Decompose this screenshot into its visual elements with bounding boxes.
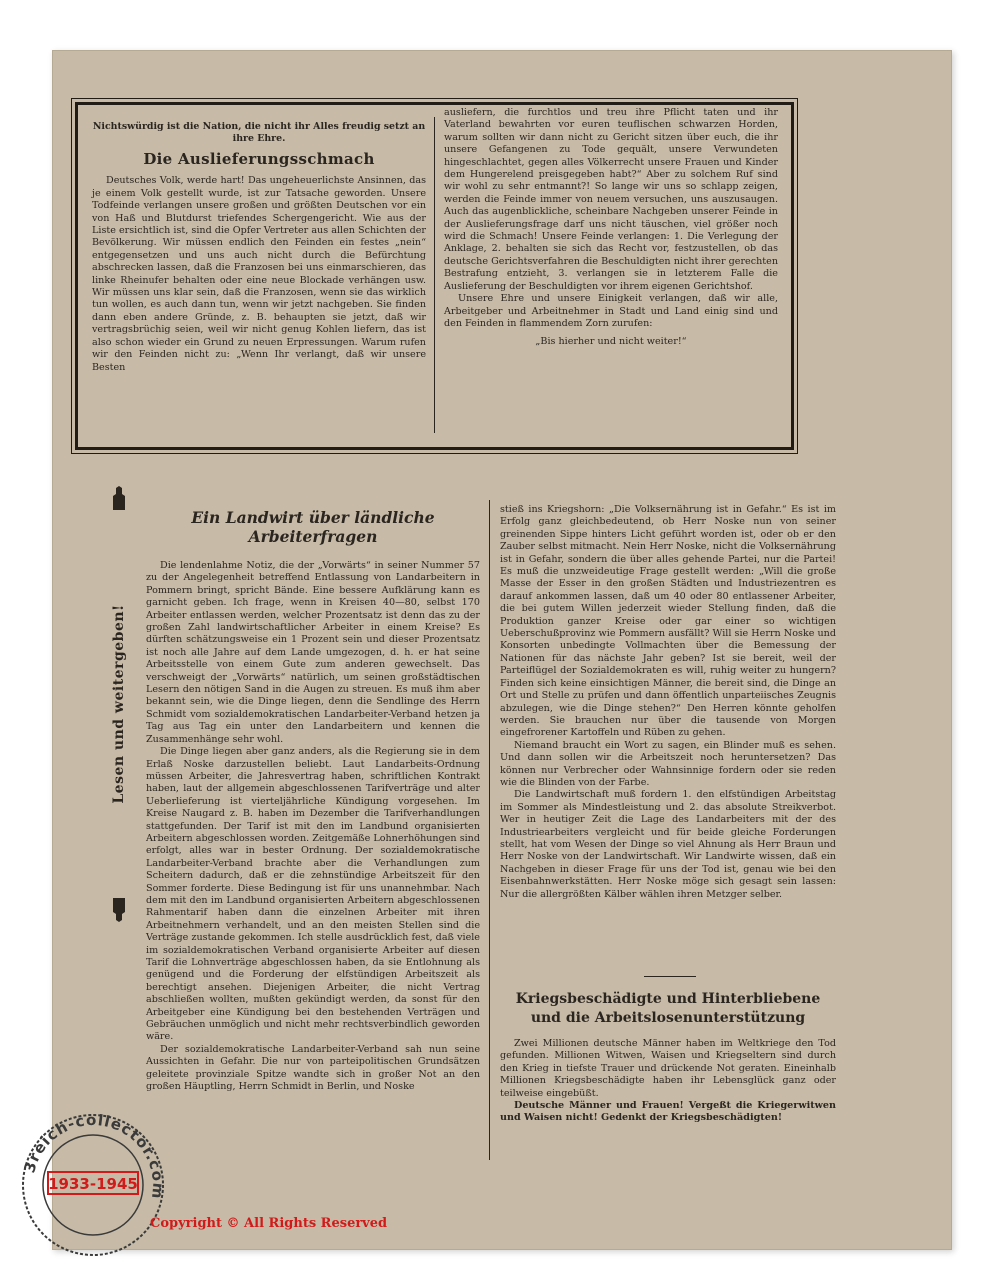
boxed-left-column bbox=[92, 119, 426, 374]
article1-paragraph: Die Dinge liegen aber ganz anders, als die Regierung sie in dem Erlaß Noske darzustellen beliebt. Laut Landarbeits-Ordnung müssen Arbeiter, die Jahresvertrag haben, schriftlichen Kontrakt haben, laut der allgemein abgeschlossenen Tarifverträge und alter Ueberlieferung ist vierteljährliche Kündigung vorgesehen. Im Kreise Naugard z. B. haben im Dezember die Tarifverhandlungen stattgefunden. Der Tarif ist mit den im Landbund organisierten Arbeitern abgeschlossen worden. Zeitgemäße Lohnerhöhungen sind erfolgt, alles war in bester Ordnung. Der sozialdemokratische Landarbeiter-Verband brachte aber die Verhandlungen zum Scheitern dadurch, daß er die zehnstündige Arbeitszeit für den Sommer forderte. Diese Bedingung ist für uns unannehmbar. Nach dem mit den im Landbund organisierten Arbeitern abgeschlossenen Rahmentarif haben dann die einzelnen Arbeiter mit ihren Arbeitnehmern verhandelt, und an den meisten Stellen sind die Verträge zustande gekommen. Ich stelle ausdrücklich fest, daß viele im sozialdemokratischen Verband organisierte Arbeiter auf diesen Tarif die Lohnverträge abgeschlossen haben, da sie Entlohnung als genügend und die Forderung der elfstündigen Arbeitszeit als berechtigt ansehen. Diejenigen Arbeiter, die nicht Vertrag abschließen wollten, mußten gekündigt werden, da sonst für den Arbeitgeber eine Kündigung bei den bestehenden Verträgen und Gebräuchen unmöglich und nicht mehr rechtsverbindlich geworden wäre. bbox=[146, 746, 480, 1043]
copyright-notice: Copyright © All Rights Reserved bbox=[150, 1216, 388, 1231]
section-divider bbox=[644, 976, 696, 977]
article1-paragraph: stieß ins Kriegshorn: „Die Volksernährung ist in Gefahr.“ Es ist im Erfolg ganz gleichbedeutend, ob Herr Noske nun von seiner greinenden Sippe hinters Licht geführt worden ist, oder ob er den Zauber selbst mitmacht. Nein Herr Noske, nicht die Volksernährung ist in Gefahr, sondern die über alles gehende Partei, nur die Partei! Es muß die unzweideutige Frage gestellt werden: „Will die große Masse der Esser in den großen Städten und Industriezentren es darauf ankommen lassen, daß um 40 oder 80 entlassener Arbeiter, die bei gutem Willen jederzeit wieder Stellung finden, daß die Produktion ganzer Kreise oder gar einer so wichtigen Ueberschußprovinz wie Pommern ausfällt? Will sie Herrn Noske und Konsorten unbedingte Vollmachten über die Bemessung der Nationen für das nächste Jahr geben? Ist sie bereit, weil der Parteiflügel der Sozialdemokraten es will, ruhig weiter zu hungern? Finden sich keine einsichtigen Männer, die bereit sind, die Dinge an Ort und Stelle zu prüfen und dann öffentlich unparteiisches Zeugnis abzulegen, wie die Dinge stehen?“ Den Herren könnte geholfen werden. Sie brauchen nur über die tausende von Morgen eingefrorener Kartoffeln und Rüben zu gehen. bbox=[500, 504, 836, 739]
stamp-text: 3reich-collector.com bbox=[20, 1110, 168, 1201]
article1-paragraph: Die lendenlahme Notiz, die der „Vorwärts“ in seiner Nummer 57 zu der Angelegenheit betreffend Entlassung von Landarbeitern in Pommern bringt, spricht Bände. Eine bessere Aufklärung kann es garnicht geben. Ich frage, wenn in Kreisen 40—80, selbst 170 Arbeiter entlassen werden, welcher Prozentsatz ist denn das zu der großen Zahl landwirtschaftlicher Arbeiter in einem Kreise? Es dürften schätzungsweise ein 1 Prozent sein und dieser Prozentsatz ist noch alle Jahre auf dem Lande umgezogen, d. h. er hat seine Arbeitsstelle von einem Gute zum anderen gewechselt. Das verschweigt der „Vorwärts“ natürlich, um seinen großstädtischen Lesern den nötigen Sand in die Augen zu streuen. Es muß ihm aber bekannt sein, wie die Dinge liegen, denn die Sendlinge des Herrn Schmidt vom sozialdemokratischen Landarbeiter-Verband hetzen ja Tag aus Tag ein unter den Landarbeitern und kennen die Zusammenhänge sehr wohl. bbox=[146, 560, 480, 745]
collector-stamp bbox=[18, 1110, 168, 1260]
article2-paragraph: Zwei Millionen deutsche Männer haben im Weltkriege den Tod gefunden. Millionen Witwen, Waisen und Kriegseltern sind durch den Krieg in tiefste Trauer und drückende Not geraten. Eineinhalb Millionen Kriegsbeschädigte haben ihr Lebensglück ganz oder teilweise eingebüßt. bbox=[500, 1038, 836, 1099]
boxed-title: Die Auslieferungsschmach bbox=[143, 150, 375, 168]
sidebar-slogan bbox=[104, 486, 134, 922]
article2-closing: Deutsche Männer und Frauen! Vergeßt die Kriegerwitwen und Waisen nicht! Gedenkt der Kriegsbeschädigten! bbox=[500, 1100, 836, 1124]
column-divider bbox=[489, 500, 490, 1160]
article1-paragraph: Der sozialdemokratische Landarbeiter-Verband sah nun seine Aussichten in Gefahr. Die nur von parteipolitischen Grundsätzen geleitete provinziale Spitze wandte sich in großer Not an den großen Häuptling, Herrn Schmidt in Berlin, und Noske bbox=[146, 1043, 480, 1093]
boxed-right-column bbox=[444, 107, 778, 349]
article1-left-column bbox=[146, 508, 480, 1093]
article2-title: Kriegsbeschädigte und Hinterbliebene und die Arbeitslosenunterstützung bbox=[515, 991, 821, 1026]
pointing-hand-icon bbox=[110, 486, 128, 510]
stamp-years: 1933-1945 bbox=[48, 1175, 138, 1193]
article2 bbox=[500, 990, 836, 1125]
article1-paragraph: Die Landwirtschaft muß fordern 1. den elfstündigen Arbeitstag im Sommer als Mindestleistung und 2. das absolute Streikverbot. Wer in heutiger Zeit die Lage des Landarbeiters mit der des Industriearbeiters vergleicht und für beide gleiche Forderungen stellt, hat vom Wesen der Dinge so viel Ahnung als Herr Braun und Herr Noske von der Landwirtschaft. Wir Landwirte wissen, daß ein Nachgeben in dieser Frage für uns der Tod ist, genau wie bei den Eisenbahnwerkstätten. Herr Noske möge sich gesagt sein lassen: Nur die allergrößten Kälber wählen ihren Metzger selber. bbox=[500, 789, 836, 900]
sidebar-label: Lesen und weitergeben! bbox=[111, 604, 127, 804]
pointing-hand-icon bbox=[110, 898, 128, 922]
motto: Nichtswürdig ist die Nation, die nicht ihr Alles freudig setzt an ihre Ehre. bbox=[92, 121, 426, 144]
boxed-paragraph: ausliefern, die furchtlos und treu ihre Pflicht taten und ihr Vaterland bewahrten vor euren teuflischen schwarzen Horden, warum sollten wir dann nicht zu Gericht sitzen über euch, die ihr unsere Gefangenen zu Tode gequält, unsere Verwundeten hingeschlachtet, gegen alles Völkerrecht unsere Frauen und Kinder dem Hungerelend preisgegeben habt?“ Aber zu solchem Ruf sind wir wohl zu sehr entmannt?! So lange wir uns so schlapp zeigen, werden die Feinde immer von neuem versuchen, uns auszusaugen. Auch das augenblickliche, scheinbare Nachgeben unserer Feinde in der Auslieferungsfrage darf uns nicht täuschen, viel größer noch wird die Schmach! Unsere Feinde verlangen: 1. Die Verlegung der Anklage, 2. behalten sie sich das Recht vor, festzustellen, ob das deutsche Gerichtsverfahren die Beschuldigten nicht ihrer gerechten Bestrafung entzieht, 3. verlangen sie in letzterem Falle die Auslieferung der Beschuldigten vor ihrem eigenen Gerichtshof. bbox=[444, 107, 778, 292]
boxed-closing: „Bis hierher und nicht weiter!“ bbox=[535, 336, 687, 348]
boxed-paragraph: Deutsches Volk, werde hart! Das ungeheuerlichste Ansinnen, das je einem Volk gestellt wurde, ist zur Tatsache geworden. Unsere Todfeinde verlangen unsere großen und größten Deutschen vor ein von Haß und Blutdurst triefendes Schergengericht. Wie aus der Liste ersichtlich ist, sind die Opfer Vertreter aus allen Schichten der Bevölkerung. Wir müssen endlich den Feinden ein festes „nein“ entgegensetzen und uns auch nicht durch die Befürchtung abschrecken lassen, daß die Franzosen bei uns einmarschieren, das linke Rheinufer behalten oder eine neue Blockade verhängen usw. Wir müssen uns klar sein, daß die Franzosen, wenn sie das wirklich tun wollen, es auch dann tun, wenn wir jetzt nachgeben. Sie finden dann eben andere Gründe, z. B. behaupten sie jetzt, daß wir vertragsbrüchig seien, weil wir nicht genug Kohlen liefern, das ist also schon wieder ein Grund zu neuen Erpressungen. Warum rufen wir den Feinden nicht zu: „Wenn Ihr verlangt, daß wir unsere Besten bbox=[92, 175, 426, 373]
article1-right-column bbox=[500, 504, 836, 901]
article1-paragraph: Niemand braucht ein Wort zu sagen, ein Blinder muß es sehen. Und dann sollen wir die Arbeitszeit noch heruntersetzen? Das können nur Verbrecher oder Wahnsinnige fordern oder sie reden wie die Blinden von der Farbe. bbox=[500, 739, 836, 788]
boxed-paragraph: Unsere Ehre und unsere Einigkeit verlangen, daß wir alle, Arbeitgeber und Arbeitnehmer in Stadt und Land einig sind und den Feinden in flammendem Zorn zurufen: bbox=[444, 293, 778, 329]
article1-title: Ein Landwirt über ländliche Arbeiterfragen bbox=[191, 508, 435, 546]
column-divider bbox=[434, 117, 435, 433]
boxed-article bbox=[75, 102, 794, 450]
